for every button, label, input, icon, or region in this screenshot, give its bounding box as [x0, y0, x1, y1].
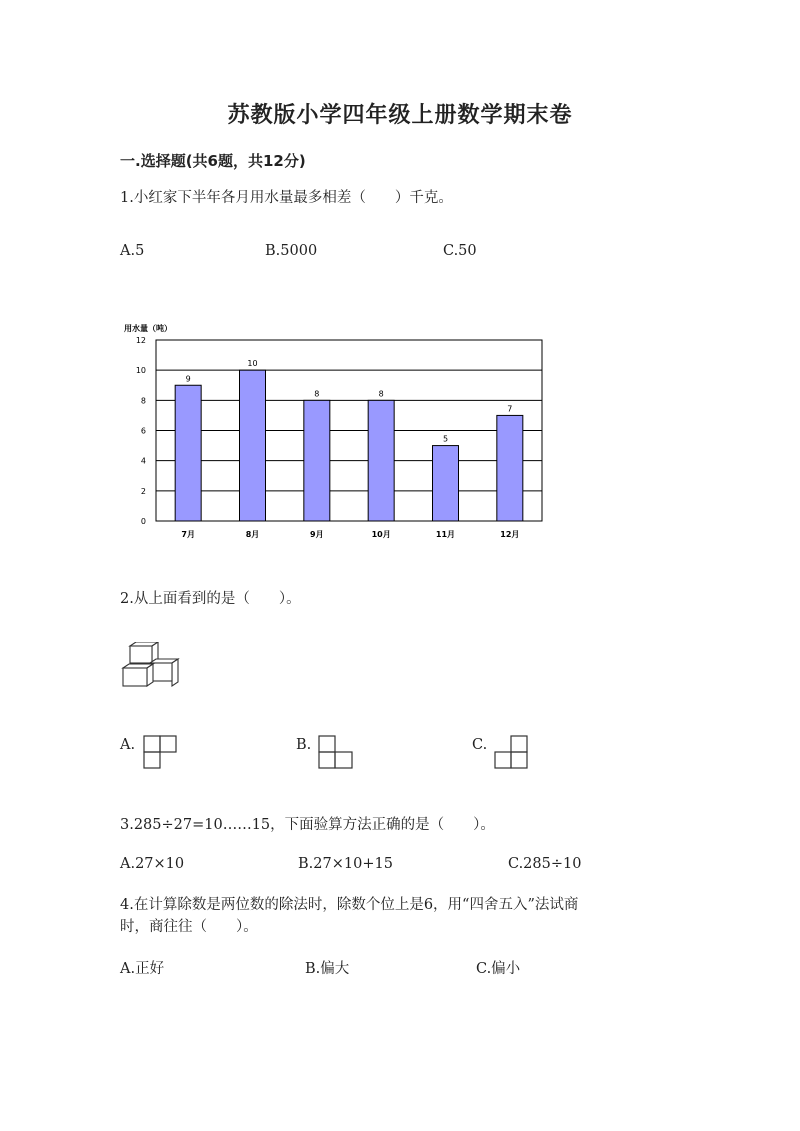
chart-bar — [433, 446, 459, 521]
question-4-text-line2: 时，商往往（ ）。 — [120, 919, 258, 935]
question-3-text: 3.285÷27=10……15，下面验算方法正确的是（ ）。 — [120, 817, 495, 833]
option-a-shape-icon — [143, 735, 177, 769]
cube-stack-figure — [120, 642, 182, 688]
chart-y-tick-label: 4 — [140, 456, 146, 466]
question-2-option-a[interactable]: A. — [120, 737, 136, 753]
chart-x-tick-label: 7月 — [181, 530, 195, 539]
question-2-option-b[interactable]: B. — [296, 737, 312, 753]
chart-y-tick-label: 0 — [140, 517, 146, 526]
question-1-option-a[interactable]: A.5 — [120, 243, 145, 259]
question-3-option-c[interactable]: C.285÷10 — [508, 856, 582, 872]
chart-data-label: 8 — [314, 389, 320, 399]
chart-bar — [497, 415, 523, 521]
chart-x-tick-label: 10月 — [371, 530, 391, 539]
question-4-text-line1: 4.在计算除数是两位数的除法时，除数个位上是6，用“四舍五入”法试商 — [120, 897, 579, 913]
question-1-text: 1.小红家下半年各月用水量最多相差（ ）千克。 — [120, 190, 453, 206]
chart-x-tick-label: 11月 — [435, 530, 456, 539]
question-4-option-a[interactable]: A.正好 — [120, 961, 165, 977]
chart-x-tick-labels — [181, 530, 519, 539]
question-1-option-b[interactable]: B.5000 — [265, 243, 318, 259]
chart-data-label: 5 — [442, 434, 449, 444]
question-3-option-a[interactable]: A.27×10 — [120, 856, 185, 872]
chart-y-tick-label: 8 — [140, 396, 146, 406]
chart-data-label: 7 — [507, 404, 513, 414]
chart-gridlines — [156, 370, 542, 491]
chart-y-tick-labels — [136, 336, 146, 526]
chart-y-tick-label: 2 — [140, 486, 146, 496]
chart-y-tick-label: 12 — [135, 336, 146, 345]
chart-y-tick-label: 6 — [140, 426, 146, 436]
option-b-shape-icon — [318, 735, 353, 769]
question-1-option-c[interactable]: C.50 — [443, 243, 477, 259]
chart-y-tick-label: 10 — [135, 366, 146, 376]
chart-y-axis-label: 用水量（吨） — [124, 324, 172, 333]
chart-bar — [304, 400, 330, 521]
question-4-option-c[interactable]: C.偏小 — [476, 961, 521, 977]
chart-x-tick-label: 12月 — [500, 530, 520, 539]
chart-data-label: 8 — [378, 389, 384, 399]
chart-data-label: 9 — [185, 374, 191, 384]
chart-bars — [175, 370, 523, 521]
question-3-option-b[interactable]: B.27×10+15 — [298, 856, 393, 872]
water-usage-bar-chart — [118, 318, 558, 548]
chart-x-tick-label: 9月 — [310, 530, 324, 539]
chart-bar — [368, 400, 394, 521]
chart-data-label: 10 — [247, 359, 258, 369]
chart-bar — [175, 385, 201, 521]
question-2-option-c[interactable]: C. — [472, 737, 488, 753]
question-4-option-b[interactable]: B.偏大 — [305, 961, 350, 977]
section-heading: 一.选择题(共6题，共12分) — [120, 152, 306, 170]
chart-x-tick-label: 8月 — [245, 530, 260, 539]
question-2-text: 2.从上面看到的是（ ）。 — [120, 591, 301, 607]
page-title: 苏教版小学四年级上册数学期末卷 — [227, 103, 573, 128]
option-c-shape-icon — [494, 735, 529, 769]
chart-bar — [240, 370, 266, 521]
